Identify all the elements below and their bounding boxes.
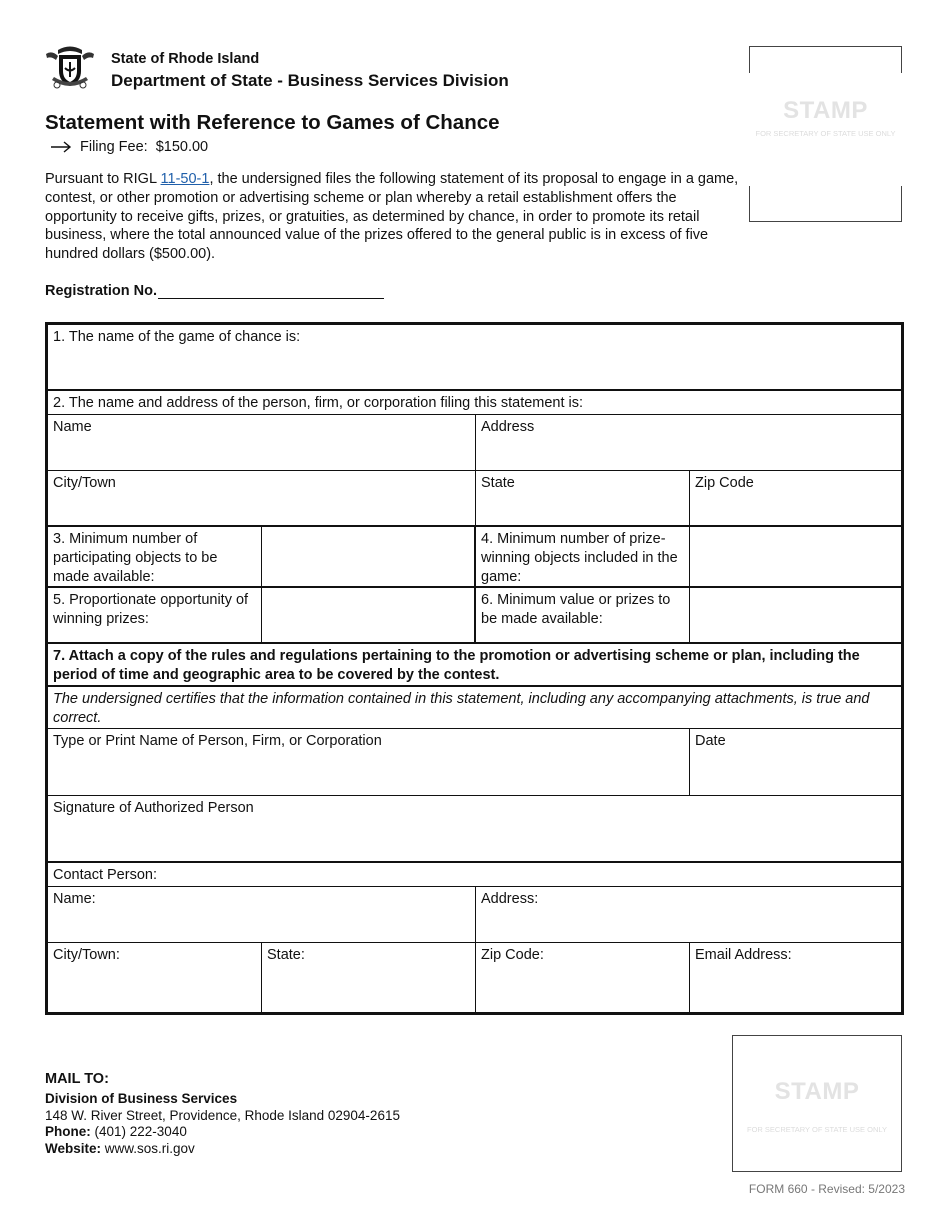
q3-label: 3. Minimum number of participating objects to be made available: xyxy=(48,527,262,588)
filing-fee xyxy=(50,139,208,155)
filer-city-field[interactable]: City/Town xyxy=(48,471,476,527)
mail-to-block xyxy=(45,1071,400,1158)
registration-number xyxy=(45,283,384,299)
q5-label: 5. Proportionate opportunity of winning prizes: xyxy=(48,588,262,644)
intro-text-start: Pursuant to RIGL xyxy=(45,171,161,187)
state-name: State of Rhode Island xyxy=(111,51,260,67)
q2-filer-heading: 2. The name and address of the person, firm, or corporation filing this statement is: xyxy=(48,391,901,415)
q4-input[interactable] xyxy=(690,527,901,588)
stamp-box-top xyxy=(749,46,902,222)
state-seal-logo xyxy=(44,44,96,92)
contact-city-field[interactable]: City/Town: xyxy=(48,943,262,1012)
contact-state-field[interactable]: State: xyxy=(262,943,476,1012)
form-number: FORM 660 - Revised: 5/2023 xyxy=(748,1182,905,1196)
form-title: Statement with Reference to Games of Chance xyxy=(45,111,500,134)
date-field[interactable]: Date xyxy=(690,729,901,796)
q6-label: 6. Minimum value or prizes to be made available: xyxy=(476,588,690,644)
stamp-label: STAMP xyxy=(783,97,868,124)
q5-input[interactable] xyxy=(262,588,476,644)
website-value[interactable]: www.sos.ri.gov xyxy=(104,1141,195,1157)
phone-label: Phone: xyxy=(45,1124,91,1140)
filer-state-field[interactable]: State xyxy=(476,471,690,527)
contact-address-field[interactable]: Address: xyxy=(476,887,901,943)
q7-attach-rules: 7. Attach a copy of the rules and regulations pertaining to the promotion or advertising scheme or plan, including the period of time and geographic area to be covered by the contest. xyxy=(48,644,901,687)
mail-division: Division of Business Services xyxy=(45,1090,238,1106)
filer-address-field[interactable]: Address xyxy=(476,415,901,471)
certification-statement: The undersigned certifies that the information contained in this statement, including any accompanying attachments, is true and correct. xyxy=(48,687,901,729)
intro-text-rest: , the undersigned files the following statement of its proposal to engage in a game, contest, or other promotion or advertising scheme or plan whereby a retail establishment offers the opportunity to receive gifts, prizes, or gratuities, as determined by chance, in order to promote its retail business, where the total announced value of the prizes offered to the general public is in excess of five hundred dollars ($500.00). xyxy=(45,171,739,263)
contact-email-field[interactable]: Email Address: xyxy=(695,947,792,963)
q4-label: 4. Minimum number of prize-winning objects included in the game: xyxy=(476,527,690,588)
filer-name-field[interactable]: Name xyxy=(48,415,476,471)
stamp-note: FOR SECRETARY OF STATE USE ONLY xyxy=(755,129,896,138)
q6-input[interactable] xyxy=(690,588,901,644)
q1-game-name-field[interactable]: 1. The name of the game of chance is: xyxy=(48,325,901,391)
department-name: Department of State - Business Services Division xyxy=(111,71,509,90)
signature-field[interactable]: Signature of Authorized Person xyxy=(48,796,901,863)
filing-fee-value: $150.00 xyxy=(155,139,209,155)
mail-street: 148 W. River Street, Providence, Rhode Island 02904-2615 xyxy=(45,1107,400,1123)
phone-value: (401) 222-3040 xyxy=(94,1124,187,1140)
filing-fee-label: Filing Fee: xyxy=(80,139,148,155)
stamp-label-bottom: STAMP xyxy=(774,1078,860,1105)
contact-name-field[interactable]: Name: xyxy=(48,887,476,943)
filer-zip-field[interactable]: Zip Code xyxy=(690,471,901,527)
stamp-box-bottom xyxy=(732,1035,902,1172)
arrow-right-icon xyxy=(50,141,72,153)
registration-label: Registration No. xyxy=(45,283,157,299)
form-grid xyxy=(45,322,904,1015)
stamp-note-bottom: FOR SECRETARY OF STATE USE ONLY xyxy=(746,1125,888,1134)
intro-paragraph xyxy=(45,170,750,264)
mail-to-heading: MAIL TO: xyxy=(45,1071,109,1087)
registration-input-line[interactable] xyxy=(158,284,384,299)
contact-person-heading: Contact Person: xyxy=(48,863,901,887)
q3-input[interactable] xyxy=(262,527,476,588)
print-name-field[interactable]: Type or Print Name of Person, Firm, or Corporation xyxy=(48,729,690,796)
website-label: Website: xyxy=(45,1141,102,1157)
rigl-link[interactable]: 11-50-1 xyxy=(160,171,210,187)
contact-zip-field[interactable]: Zip Code: xyxy=(476,943,690,1012)
